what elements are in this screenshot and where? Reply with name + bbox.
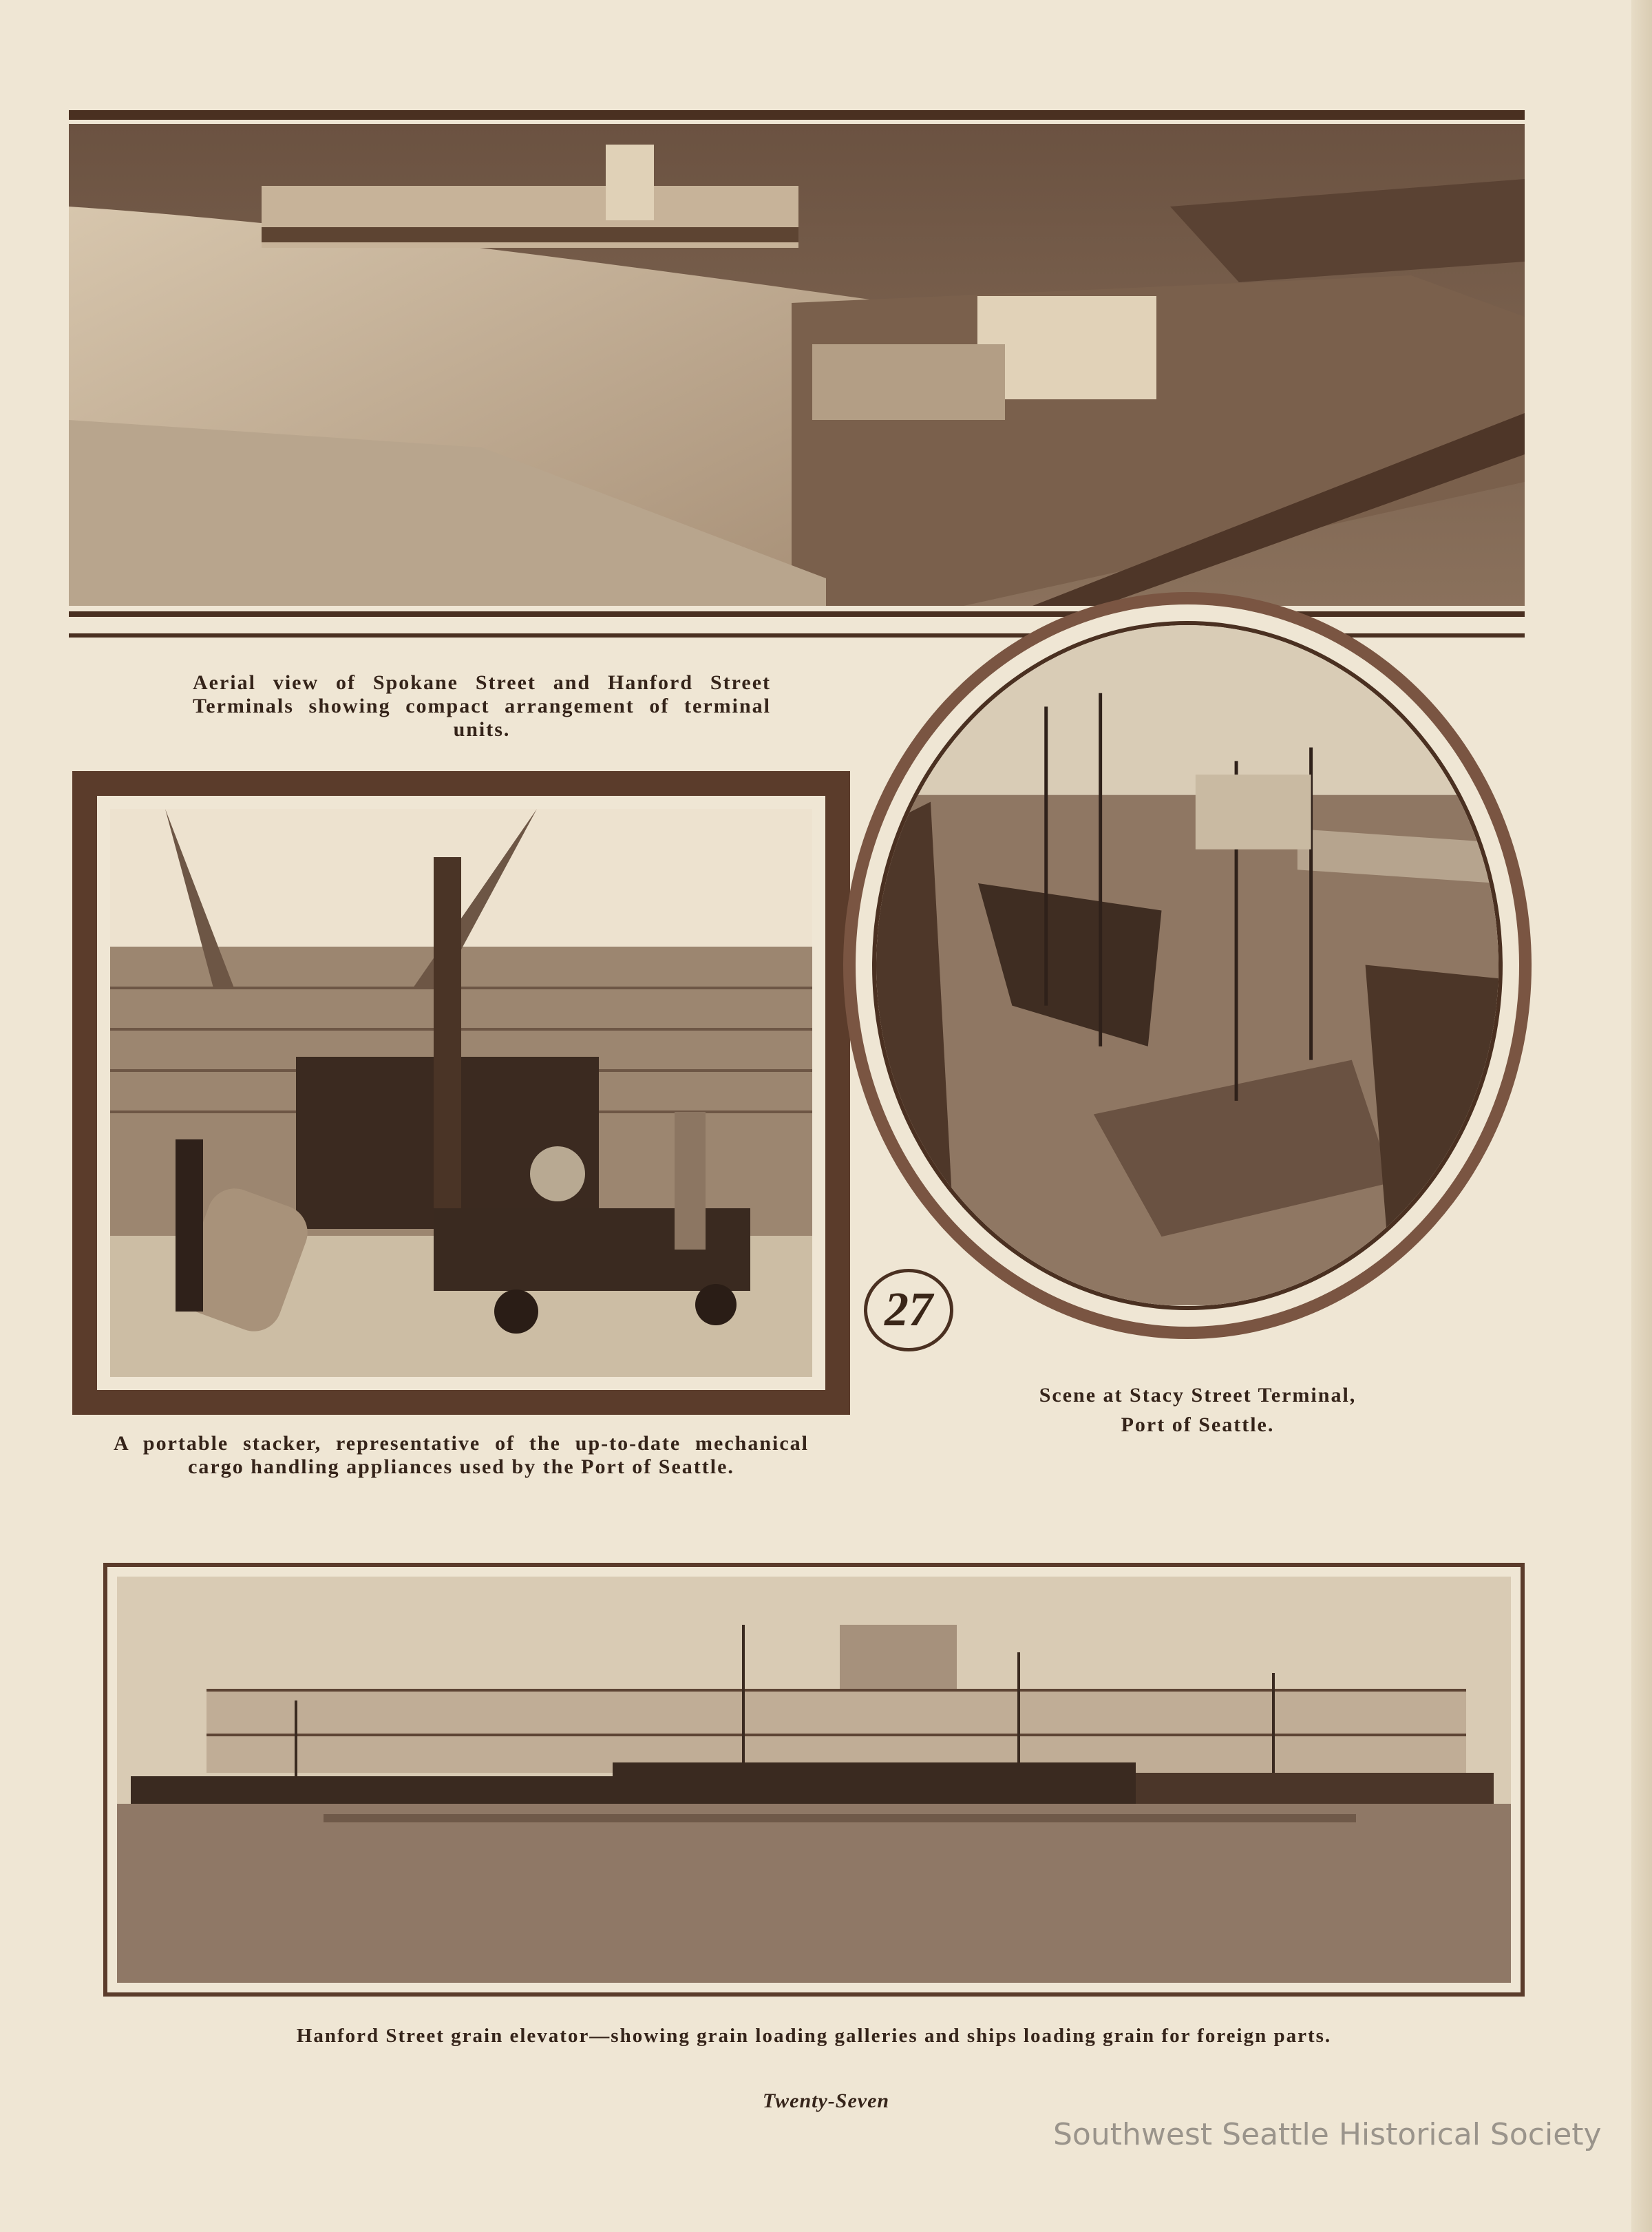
stacy-photo-ring — [843, 592, 1532, 1339]
stacker-photo — [110, 809, 812, 1377]
grain-photo-frame — [103, 1563, 1525, 1997]
stacy-photo — [872, 621, 1503, 1310]
watermark: Southwest Seattle Historical Society — [1053, 2117, 1602, 2152]
stacy-caption-line1: Scene at Stacy Street Terminal, — [1039, 1384, 1357, 1407]
folio: Twenty-Seven — [762, 2089, 890, 2112]
stacker-caption: A portable stacker, representative of the up-to-date mechanical cargo handling appliances used by the Port of Seattle. — [114, 1432, 809, 1478]
grain-caption: Hanford Street grain elevator—showing grain loading galleries and ships loading grain for foreign parts. — [296, 2025, 1332, 2047]
aerial-photo — [69, 124, 1525, 606]
top-rule — [69, 110, 1525, 120]
page-number-badge: 27 — [864, 1269, 953, 1351]
page-edge — [1631, 0, 1652, 2232]
aerial-caption: Aerial view of Spokane Street and Hanford Street Terminals showing compact arrangement of terminal units. — [193, 671, 771, 741]
stacy-caption-line2: Port of Seattle. — [1121, 1413, 1275, 1436]
grain-photo — [117, 1577, 1511, 1983]
stacker-photo-frame — [72, 771, 850, 1415]
